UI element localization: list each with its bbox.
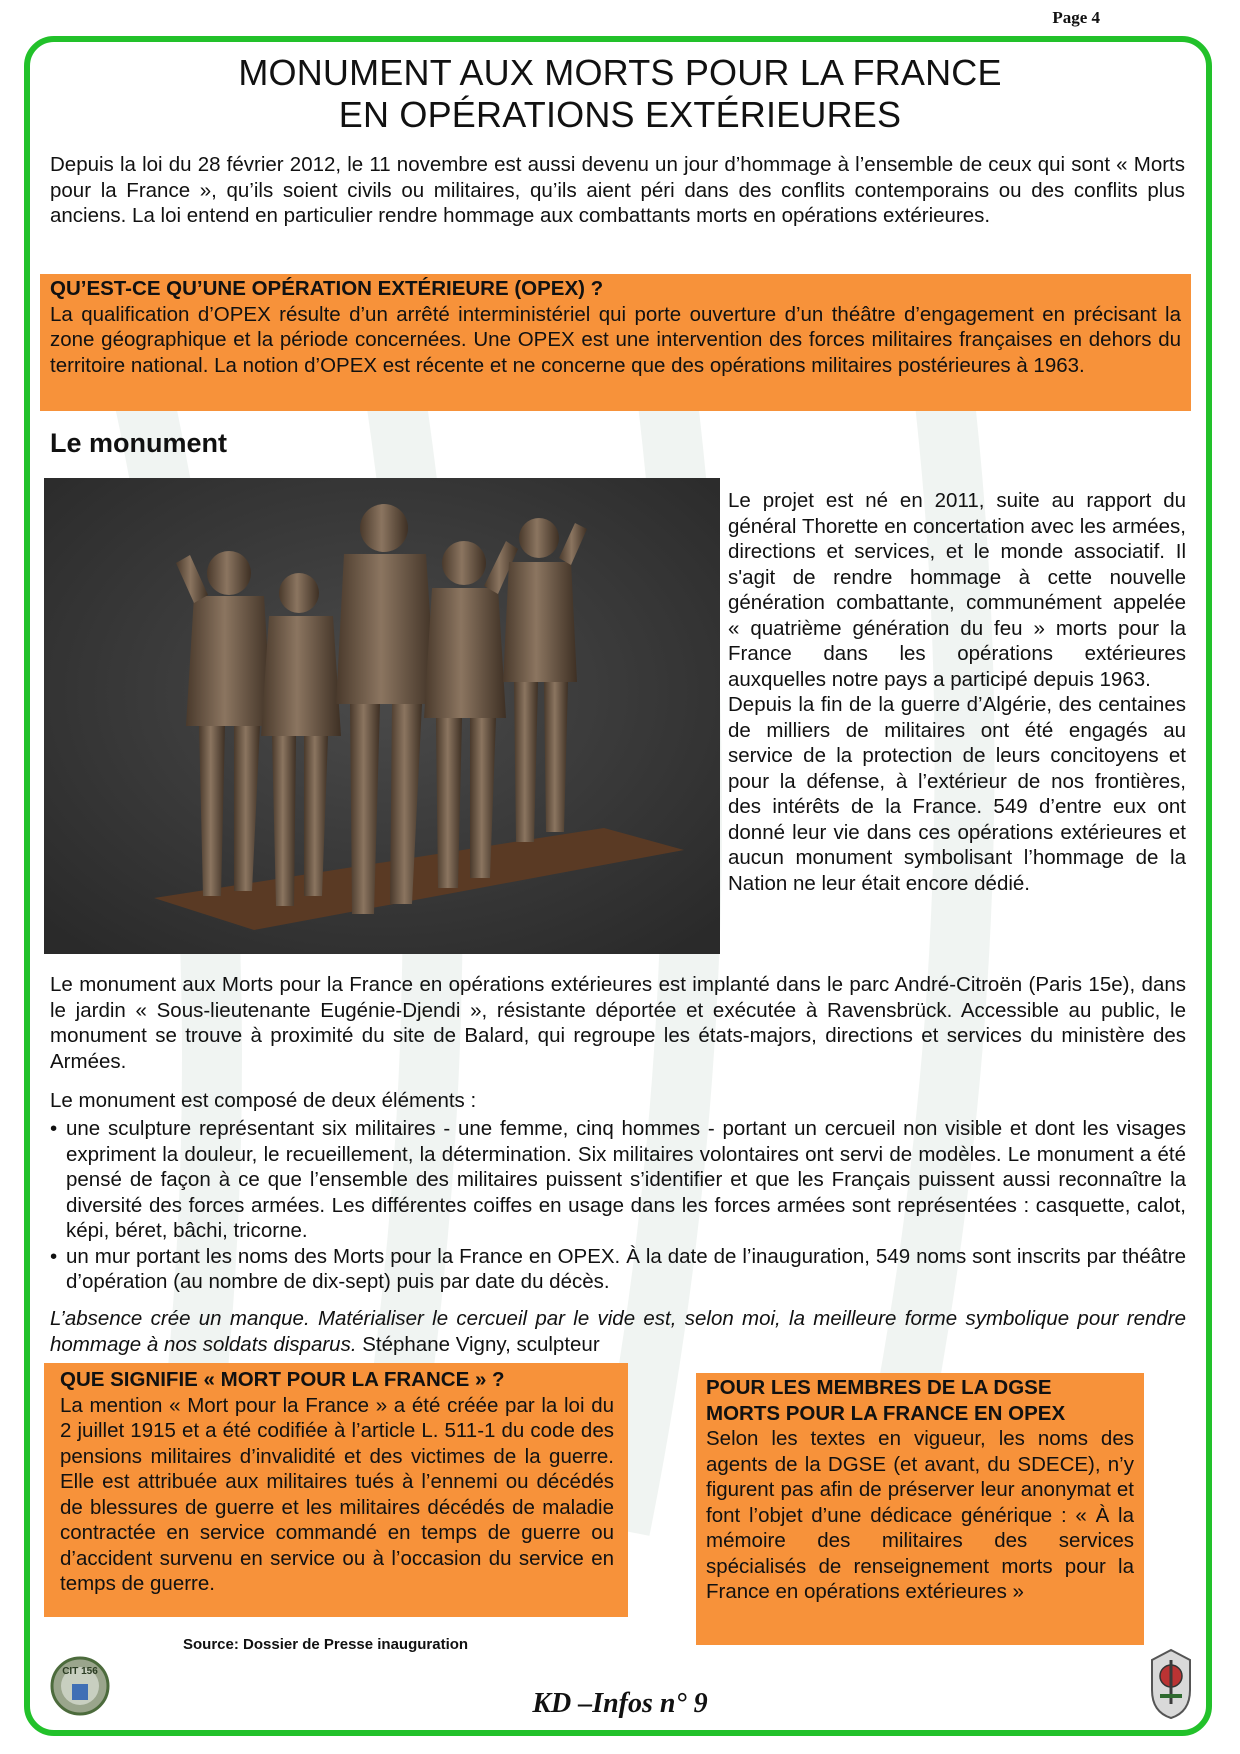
opex-box-heading: QU’EST-CE QU’UNE OPÉRATION EXTÉRIEURE (OPEX) ?: [50, 277, 604, 300]
footer-title: KD –Infos n° 9: [532, 1688, 708, 1719]
title-line-1: MONUMENT AUX MORTS POUR LA FRANCE: [238, 52, 1002, 93]
monument-sculpture-image: [44, 478, 720, 954]
section-heading-monument: Le monument: [50, 428, 228, 458]
page-number: Page 4: [1052, 8, 1100, 27]
monument-location-paragraph: Le monument aux Morts pour la France en opérations extérieures est implanté dans le parc André-Citroën (Paris 15e), dans le jardin « Sous-lieutenante Eugénie-Djendi », résistante déportée et exécutée à Ravensbrück. Accessible au public, le monument se trouve à proximité du site de Balard, qui regroupe les états-majors, directions et services du ministère des Armées.: [50, 973, 1186, 1073]
monument-composition-intro: Le monument est composé de deux éléments :: [50, 1089, 477, 1112]
title-line-2: EN OPÉRATIONS EXTÉRIEURES: [338, 94, 902, 135]
dgse-heading-line-1: POUR LES MEMBRES DE LA DGSE: [706, 1376, 1052, 1399]
mort-box-body: La mention « Mort pour la France » a été créée par la loi du 2 juillet 1915 et a été codifiée à l’article L. 511-1 du code des pensions militaires d’invalidité et des victimes de la guerre. Elle est attribuée aux militaires tués à l’ennemi ou décédés de blessures de guerre et les militaires décédés de maladie contractée en service commandé en temps de guerre ou d’accident survenu en service ou à l’occasion du service en temps de guerre.: [60, 1393, 614, 1595]
mort-pour-la-france-box: [44, 1363, 628, 1617]
sculptor-quote: [50, 1306, 1186, 1357]
monument-side-paragraph-2: Depuis la fin de la guerre d’Algérie, des centaines de milliers de militaires ont été engagés au service de la protection de leurs concitoyens et pour la défense, à l’extérieur de nos frontières, des intérêts de la France. 549 d’entre eux ont donné leur vie dans ces opérations extérieures et aucun monument symbolisant l’hommage de la Nation ne leur était encore dédié.: [728, 693, 1186, 895]
monument-side-column: [728, 488, 1186, 896]
page-title: [0, 52, 1240, 136]
quote-author: Stéphane Vigny, sculpteur: [356, 1332, 600, 1356]
quote-text: L’absence crée un manque. Matérialiser le cercueil par le vide est, selon moi, la meilleure forme symbolique pour rendre hommage à nos soldats disparus.: [50, 1307, 1186, 1356]
opex-info-box: [40, 274, 1191, 411]
svg-text:CIT 156: CIT 156: [62, 1666, 98, 1677]
dgse-box: [696, 1373, 1144, 1645]
mort-box-heading: QUE SIGNIFIE « MORT POUR LA FRANCE » ?: [60, 1368, 505, 1391]
soldiers-sculpture-illustration: [44, 478, 720, 954]
opex-box-body: La qualification d’OPEX résulte d’un arrêté interministériel qui porte ouverture d’un théâtre d’engagement en précisant la zone géographique et la période concernées. Une OPEX est une intervention des forces militaires françaises en dehors du territoire national. La notion d’OPEX est récente et ne concerne que des opérations militaires postérieures à 1963.: [50, 302, 1181, 377]
monument-side-paragraph-1: Le projet est né en 2011, suite au rapport du général Thorette en concertation avec les armées, directions et services, et le monde associatif. Il s'agit de rendre hommage à cette nouvelle génération combattante, communément appelée « quatrième génération du feu » morts pour la France dans les opérations extérieures auxquelles notre pays a participé depuis 1963.: [728, 489, 1186, 691]
list-item: • une sculpture représentant six militaires - une femme, cinq hommes - portant un cercueil non visible et dont les visages expriment la douleur, le recueillement, la détermination. Six militaires volontaires ont servi de modèles. Le monument a été pensé de façon à ce que l’ensemble des militaires puissent s’identifier et que les Français puissent aussi reconnaître la diversité des forces armées. Les différentes coiffes en usage dans les forces armées sont représentées : casquette, calot, képi, béret, bâchi, tricorne.: [50, 1116, 1186, 1244]
monument-elements-list: [50, 1116, 1186, 1295]
source-note: Source: Dossier de Presse inauguration: [183, 1636, 469, 1653]
dgse-heading-line-2: MORTS POUR LA FRANCE EN OPEX: [706, 1401, 1066, 1425]
intro-paragraph: Depuis la loi du 28 février 2012, le 11 novembre est aussi devenu un jour d’hommage à l’ensemble de ceux qui sont « Morts pour la France », qu’ils soient civils ou militaires, qu’ils aient péri dans des conflits contemporains ou des conflits plus anciens. La loi entend en particulier rendre hommage aux combattants morts en opérations extérieures.: [50, 153, 1185, 227]
cit-156-emblem-icon: [50, 1656, 110, 1716]
dgse-box-body: Selon les textes en vigueur, les noms des agents de la DGSE (et avant, du SDECE), n’y figurent pas afin de préserver leur anonymat et font l’objet d’une dédicace générique : « À la mémoire des militaires des services spécialisés de renseignement morts pour la France en opérations extérieures »: [706, 1427, 1134, 1603]
regiment-insignia-icon: [1146, 1646, 1196, 1722]
list-item: • un mur portant les noms des Morts pour la France en OPEX. À la date de l’inauguration, 549 noms sont inscrits par théâtre d’opération (au nombre de dix-sept) puis par date du décès.: [50, 1244, 1186, 1295]
dgse-box-heading: [706, 1375, 1134, 1426]
